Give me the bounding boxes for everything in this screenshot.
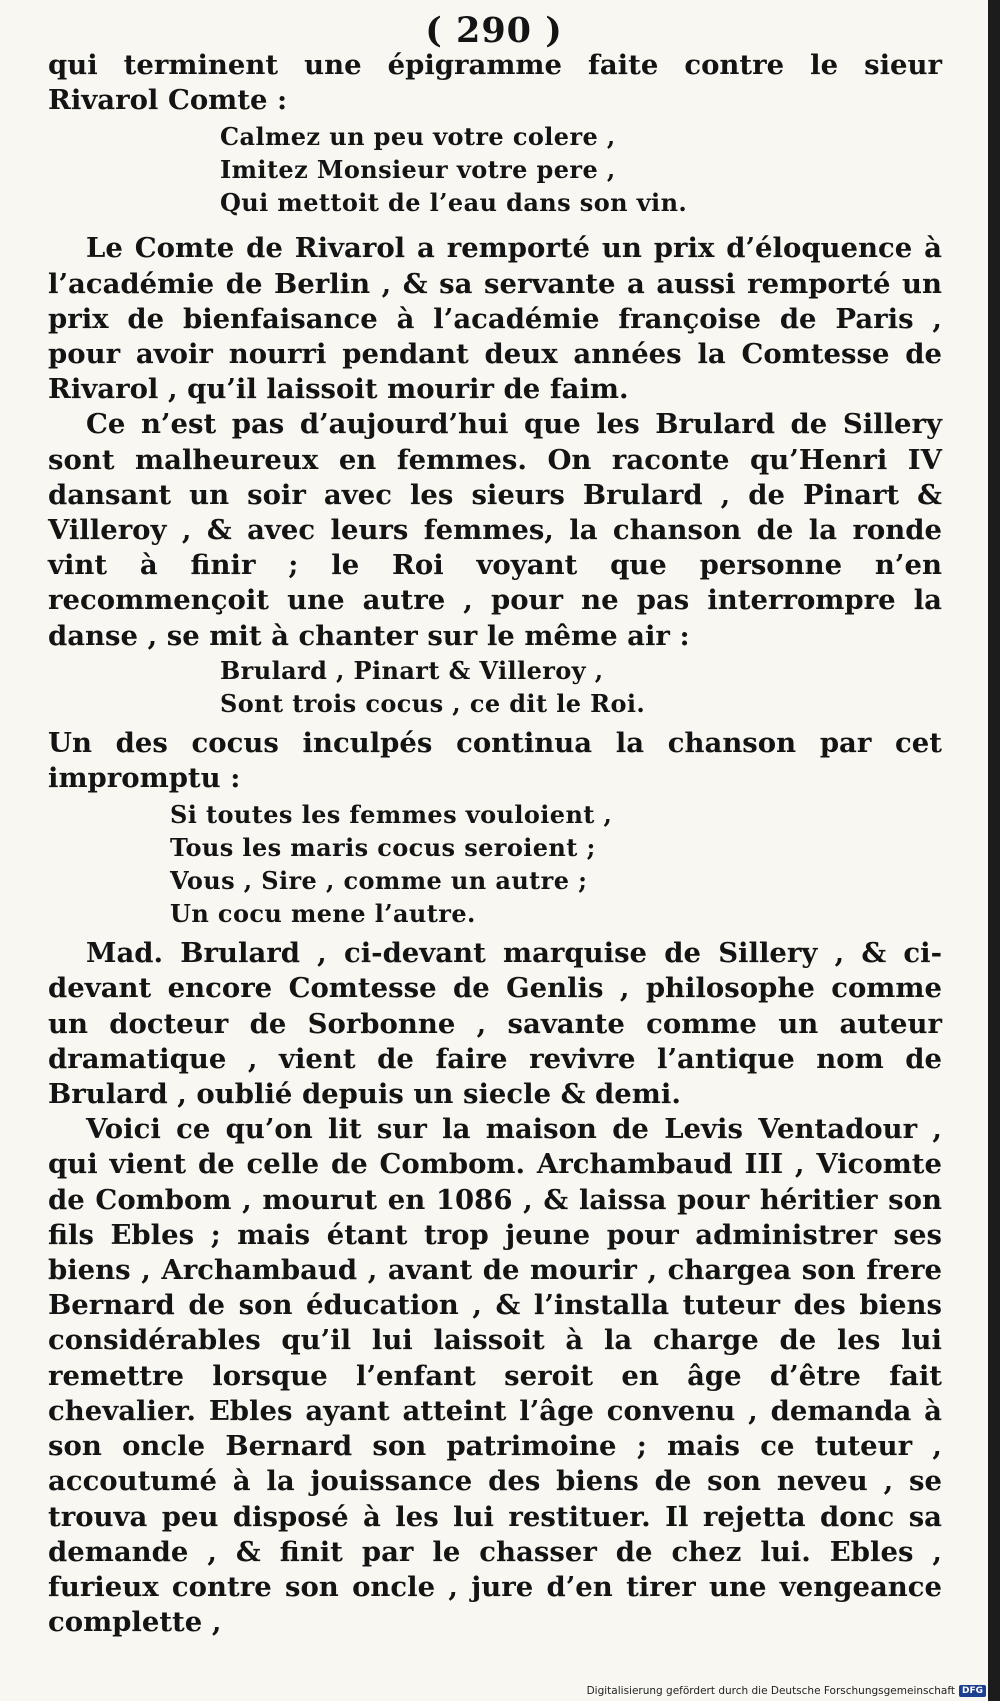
paragraph-3: Ce n’est pas d’aujourd’hui que les Brulard de Sillery sont malheureux en femmes. On raconte qu’Henri IV dansant un soir avec les sieurs Brulard , de Pinart & Villeroy , & avec leurs femmes, la chanson de la ronde vint à finir ; le Roi voyant que personne n’en recommençoit une autre , pour ne pas interrompre la danse , se mit à chanter sur le même air : bbox=[48, 408, 942, 652]
paragraph-2: Le Comte de Rivarol a remporté un prix d’éloquence à l’académie de Berlin , & sa servante a aussi remporté un prix de bienfaisance à l’académie françoise de Paris , pour avoir nourri pendant deux années la Comtesse de Rivarol , qu’il laissoit mourir de faim. bbox=[48, 232, 942, 406]
verse-line: Un cocu mene l’autre. bbox=[170, 899, 476, 929]
paragraph-1: qui terminent une épigramme faite contre le sieur Rivarol Comte : bbox=[48, 49, 942, 117]
verse-impromptu bbox=[48, 798, 942, 930]
verse-line: Qui mettoit de l’eau dans son vin. bbox=[220, 188, 688, 218]
verse-line: Vous , Sire , comme un autre ; bbox=[170, 866, 588, 896]
verse-line: Si toutes les femmes vouloient , bbox=[170, 800, 613, 830]
verse-epigram bbox=[48, 120, 942, 219]
verse-line: Tous les maris cocus seroient ; bbox=[170, 833, 596, 863]
paragraph-4: Un des cocus inculpés continua la chanson par cet impromptu : bbox=[48, 726, 942, 795]
verse-line: Sont trois cocus , ce dit le Roi. bbox=[220, 688, 646, 718]
page-number: ( 290 ) bbox=[425, 10, 563, 51]
dfg-logo: DFG bbox=[959, 1685, 986, 1697]
verse-line: Imitez Monsieur votre pere , bbox=[220, 155, 616, 185]
scan-edge bbox=[988, 0, 1000, 1701]
paragraph-6: Voici ce qu’on lit sur la maison de Levis Ventadour , qui vient de celle de Combom. Archambaud III , Vicomte de Combom , mourut en 1086 , & laissa pour héritier son fils Ebles ; mais étant trop jeune pour administrer ses biens , Archambaud , avant de mourir , chargea son frere Bernard de son éducation , & l’installa tuteur des biens considérables qu’il lui laissoit à la charge de les lui remettre lorsque l’enfant seroit en âge d’être fait chevalier. Ebles ayant atteint l’âge convenu , demanda à son oncle Bernard son patrimoine ; mais ce tuteur , accoutumé à la jouissance des biens de son neveu , se trouva peu disposé à les lui restituer. Il rejetta donc sa demande , & finit par le chasser de chez lui. Ebles , furieux contre son oncle , jure d’en tirer une vengeance complette , bbox=[48, 1113, 942, 1639]
page-body bbox=[48, 48, 942, 1640]
verse-line: Brulard , Pinart & Villeroy , bbox=[220, 655, 604, 685]
credit-text: Digitalisierung gefördert durch die Deutsche Forschungsgemeinschaft bbox=[586, 1685, 955, 1697]
digitization-credit bbox=[587, 1685, 986, 1697]
verse-king bbox=[48, 654, 942, 720]
paragraph-5: Mad. Brulard , ci-devant marquise de Sillery , & ci-devant encore Comtesse de Genlis , philosophe comme un docteur de Sorbonne , savante comme un auteur dramatique , vient de faire revivre l’antique nom de Brulard , oublié depuis un siecle & demi. bbox=[48, 937, 942, 1111]
verse-line: Calmez un peu votre colere , bbox=[220, 122, 616, 152]
